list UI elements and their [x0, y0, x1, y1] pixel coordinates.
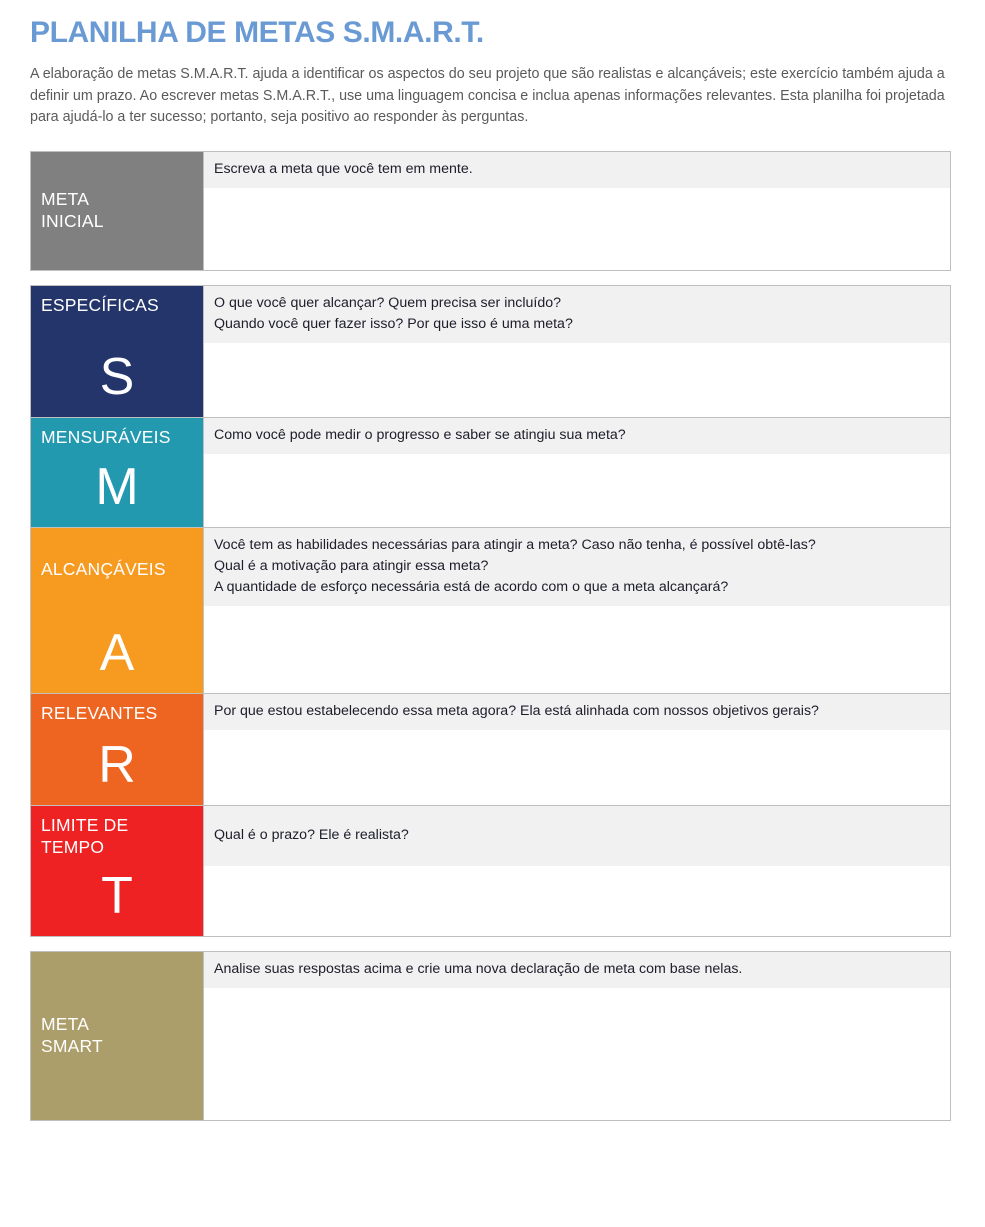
- table-row: [31, 952, 950, 1120]
- table-row: [31, 418, 950, 528]
- prompt-line: A quantidade de esforço necessária está de acordo com o que a meta alcançará?: [214, 578, 729, 595]
- answer-field-relevantes[interactable]: [204, 730, 950, 805]
- section-label-text: [41, 426, 193, 448]
- section-group-meta-inicial: [30, 151, 951, 271]
- section-label-text: [41, 188, 193, 232]
- section-label-mensuraveis: [31, 418, 203, 527]
- section-label-text: [41, 702, 193, 724]
- section-letter-a: A: [99, 624, 135, 683]
- section-prompt: [204, 152, 950, 188]
- table-row: [31, 152, 950, 270]
- section-letter-m: M: [95, 458, 139, 517]
- section-label-line-1: ALCANÇÁVEIS: [41, 559, 166, 580]
- section-label-text: [41, 1013, 193, 1057]
- prompt-line: Qual é o prazo? Ele é realista?: [214, 827, 409, 844]
- section-label-line-2: SMART: [41, 1036, 103, 1057]
- section-content-meta-smart: [203, 952, 950, 1120]
- section-content-especificas: [203, 286, 950, 417]
- section-content-alcancaveis: [203, 528, 950, 693]
- section-prompt: [204, 952, 950, 988]
- prompt-line: Escreva a meta que você tem em mente.: [214, 161, 473, 178]
- answer-field-limite-de-tempo[interactable]: [204, 866, 950, 936]
- section-label-meta-smart: [31, 952, 203, 1120]
- section-label-line-2: TEMPO: [41, 837, 105, 858]
- answer-field-meta-smart[interactable]: [204, 988, 950, 1120]
- section-label-line-2: INICIAL: [41, 211, 104, 232]
- section-label-limite-de-tempo: [31, 806, 203, 936]
- prompt-line: Analise suas respostas acima e crie uma nova declaração de meta com base nelas.: [214, 961, 743, 978]
- section-label-text: [41, 814, 193, 858]
- answer-field-meta-inicial[interactable]: [204, 188, 950, 270]
- section-label-line-1: MENSURÁVEIS: [41, 427, 171, 448]
- section-letter-t: T: [101, 867, 133, 926]
- smart-goals-worksheet: [30, 151, 951, 1121]
- section-prompt: [204, 418, 950, 454]
- section-content-mensuraveis: [203, 418, 950, 527]
- section-content-relevantes: [203, 694, 950, 805]
- table-row: [31, 286, 950, 418]
- intro-paragraph: A elaboração de metas S.M.A.R.T. ajuda a identificar os aspectos do seu projeto que são realistas e alcançáveis; este exercício também ajuda a definir um prazo. Ao escrever metas S.M.A.R.T., use uma linguagem concisa e inclua apenas informações relevantes. Esta planilha foi projetada para ajudá-lo a ter sucesso; portanto, seja positivo ao responder às perguntas.: [30, 66, 945, 126]
- section-label-line-1: LIMITE DE: [41, 815, 129, 836]
- table-row: [31, 694, 950, 806]
- section-prompt: [204, 528, 950, 606]
- section-prompt: [204, 286, 950, 343]
- prompt-line: Por que estou estabelecendo essa meta agora? Ela está alinhada com nossos objetivos gerais?: [214, 703, 819, 720]
- prompt-line: O que você quer alcançar? Quem precisa ser incluído?: [214, 295, 561, 312]
- prompt-line: Você tem as habilidades necessárias para atingir a meta? Caso não tenha, é possível obtê-las?: [214, 537, 816, 554]
- answer-field-especificas[interactable]: [204, 343, 950, 417]
- section-prompt: [204, 806, 950, 866]
- answer-field-mensuraveis[interactable]: [204, 454, 950, 527]
- page-title: PLANILHA DE METAS S.M.A.R.T.: [30, 16, 484, 49]
- section-label-line-1: ESPECÍFICAS: [41, 295, 159, 316]
- section-prompt: [204, 694, 950, 730]
- prompt-line: Qual é a motivação para atingir essa meta?: [214, 558, 489, 575]
- table-row: [31, 806, 950, 936]
- table-row: [31, 528, 950, 694]
- section-content-limite-de-tempo: [203, 806, 950, 936]
- answer-field-alcancaveis[interactable]: [204, 606, 950, 693]
- section-label-especificas: [31, 286, 203, 417]
- section-group-meta-smart: [30, 951, 951, 1121]
- section-label-text: [41, 558, 193, 580]
- section-label-line-1: RELEVANTES: [41, 703, 158, 724]
- section-label-line-1: META: [41, 1014, 90, 1035]
- section-label-alcancaveis: [31, 528, 203, 693]
- section-group-smart: [30, 285, 951, 937]
- section-label-relevantes: [31, 694, 203, 805]
- section-label-text: [41, 294, 193, 316]
- section-label-line-1: META: [41, 189, 90, 210]
- prompt-line: Quando você quer fazer isso? Por que isso é uma meta?: [214, 316, 573, 333]
- section-letter-s: S: [99, 348, 135, 407]
- document-header: [0, 0, 985, 129]
- section-letter-r: R: [98, 736, 136, 795]
- section-content-meta-inicial: [203, 152, 950, 270]
- section-label-meta-inicial: [31, 152, 203, 270]
- prompt-line: Como você pode medir o progresso e saber se atingiu sua meta?: [214, 427, 626, 444]
